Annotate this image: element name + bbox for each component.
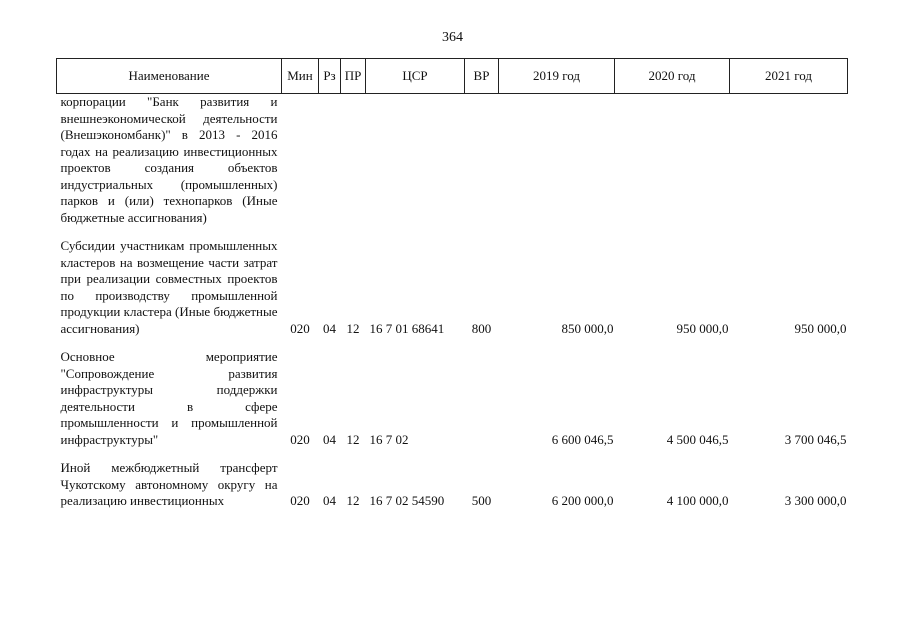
table-header-row	[57, 59, 848, 94]
row-name: Субсидии участникам промышленных кластеров на возмещение части затрат при реализации совместных проектов по производству промышленной продукции кластера (Иные бюджетные ассигнования)	[60, 238, 278, 336]
header-min: Мин	[282, 59, 319, 94]
header-pr: ПР	[341, 59, 366, 94]
page-number: 364	[442, 30, 463, 45]
row-2019	[499, 94, 615, 227]
table-row	[57, 349, 848, 448]
table-row	[57, 94, 848, 227]
row-min: 020	[290, 493, 310, 508]
row-name: Иной межбюджетный трансферт Чукотскому автономному округу на реализацию инвестиционных	[60, 460, 278, 508]
row-2021	[730, 94, 848, 227]
row-csr: 16 7 02	[369, 431, 409, 447]
row-2020	[615, 94, 730, 227]
header-rz: Рз	[319, 59, 341, 94]
table-row	[57, 238, 848, 337]
row-pr	[341, 94, 366, 227]
row-vr: 500	[471, 493, 492, 508]
row-pr: 12	[346, 431, 360, 447]
row-pr: 12	[346, 493, 360, 508]
row-vr	[465, 94, 499, 227]
row-rz	[319, 94, 341, 227]
header-2019: 2019 год	[499, 59, 615, 94]
row-min	[282, 94, 319, 227]
header-vr: ВР	[465, 59, 499, 94]
row-2020: 4 500 046,5	[666, 431, 729, 447]
row-2019: 6 200 000,0	[551, 493, 614, 508]
header-name: Наименование	[57, 59, 282, 94]
row-2021: 3 700 046,5	[784, 431, 847, 447]
row-csr: 16 7 02 54590	[369, 493, 445, 508]
row-2020: 4 100 000,0	[666, 493, 729, 508]
row-min: 020	[290, 431, 310, 447]
row-2019: 6 600 046,5	[551, 431, 614, 447]
row-2020: 950 000,0	[676, 320, 729, 336]
row-rz: 04	[323, 320, 336, 336]
row-vr	[465, 349, 499, 448]
row-csr	[366, 94, 465, 227]
row-spacer	[57, 226, 848, 238]
row-vr: 800	[471, 320, 492, 336]
row-2021: 950 000,0	[794, 320, 847, 336]
row-spacer	[57, 337, 848, 349]
row-pr: 12	[346, 320, 360, 336]
row-rz: 04	[323, 493, 336, 508]
row-rz: 04	[323, 431, 336, 447]
table-row	[57, 460, 848, 510]
header-csr: ЦСР	[366, 59, 465, 94]
budget-table	[56, 58, 848, 510]
row-spacer	[57, 448, 848, 460]
header-2020: 2020 год	[615, 59, 730, 94]
row-name: Основное мероприятие "Сопровождение развития инфраструктуры поддержки деятельности в сфере промышленности и промышленной инфраструктуры"	[60, 349, 278, 447]
row-2019: 850 000,0	[561, 320, 614, 336]
row-2021: 3 300 000,0	[784, 493, 847, 508]
row-name: корпорации "Банк развития и внешнеэкономической деятельности (Внешэкономбанк)" в 2013 - 2016 годах на реализацию инвестиционных проектов создания объектов индустриальных (промышленных) парков и (или) технопарков (Иные бюджетные ассигнования)	[60, 94, 278, 225]
row-csr: 16 7 01 68641	[369, 320, 445, 336]
row-min: 020	[290, 320, 310, 336]
header-2021: 2021 год	[730, 59, 848, 94]
